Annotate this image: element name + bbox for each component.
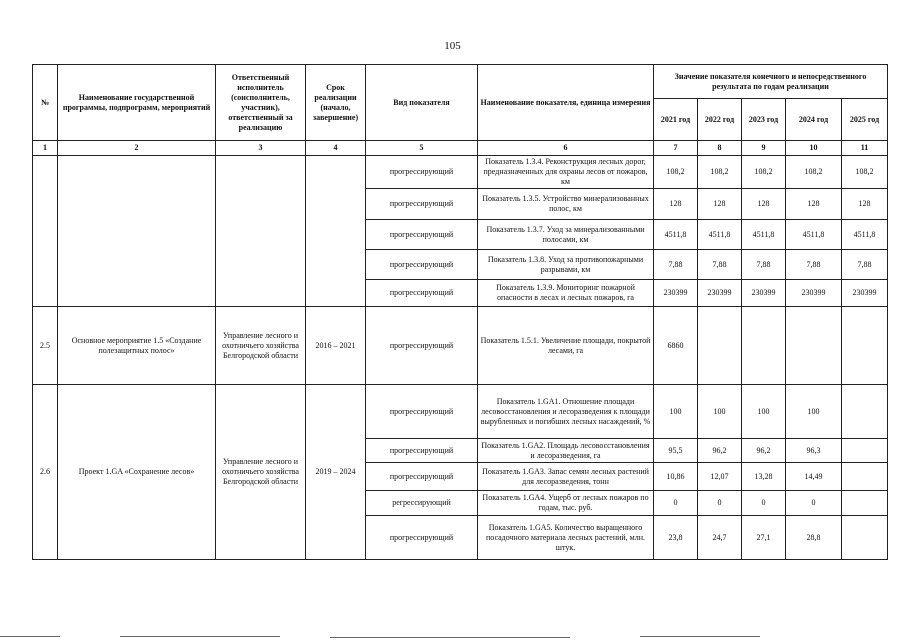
cell-value: 0: [654, 491, 698, 516]
column-number: 1: [33, 141, 58, 156]
cell-kind: прогрессирующий: [366, 156, 478, 189]
cell-kind: прогрессирующий: [366, 516, 478, 560]
column-number: 8: [698, 141, 742, 156]
cell-value: [742, 307, 786, 385]
cell-value: [842, 463, 888, 491]
cell-kind: прогрессирующий: [366, 189, 478, 220]
table-row: [33, 156, 888, 189]
scan-edge-mark: [640, 636, 760, 637]
cell-value: 230399: [654, 280, 698, 307]
column-number: 2: [58, 141, 216, 156]
cell-indicator: Показатель 1.3.5. Устройство минерализованных полос, км: [478, 189, 654, 220]
cell-value: [842, 516, 888, 560]
cell-value: 95,5: [654, 439, 698, 463]
column-number: 11: [842, 141, 888, 156]
cell-kind: прогрессирующий: [366, 250, 478, 280]
column-number: 4: [306, 141, 366, 156]
cell-value: 100: [786, 385, 842, 439]
cell-value: 24,7: [698, 516, 742, 560]
cell-value: 6860: [654, 307, 698, 385]
header-values: Значение показателя конечного и непосредственного результата по годам реализации: [654, 65, 888, 99]
cell-value: 108,2: [842, 156, 888, 189]
cell-value: 230399: [698, 280, 742, 307]
column-number: 5: [366, 141, 478, 156]
cell-term: 2019 – 2024: [306, 385, 366, 560]
cell-value: 230399: [786, 280, 842, 307]
table-row: [33, 307, 888, 385]
cell-value: 230399: [842, 280, 888, 307]
cell-responsible: Управление лесного и охотничьего хозяйства Белгородской области: [216, 307, 306, 385]
cell-value: 230399: [742, 280, 786, 307]
cell-value: [842, 491, 888, 516]
cell-value: 128: [698, 189, 742, 220]
cell-value: [842, 307, 888, 385]
cell-term: 2016 – 2021: [306, 307, 366, 385]
cell-value: [786, 307, 842, 385]
cell-kind: прогрессирующий: [366, 307, 478, 385]
cell-value: 7,88: [654, 250, 698, 280]
cell-value: 13,28: [742, 463, 786, 491]
cell-name: Проект 1.GA «Сохранение лесов»: [58, 385, 216, 560]
cell-no: 2.5: [33, 307, 58, 385]
cell-value: [698, 307, 742, 385]
cell-value: 4511,8: [786, 220, 842, 250]
cell-responsible: Управление лесного и охотничьего хозяйства Белгородской области: [216, 385, 306, 560]
cell-value: 128: [654, 189, 698, 220]
cell-value: 12,07: [698, 463, 742, 491]
table-row: [33, 385, 888, 439]
cell-value: 100: [698, 385, 742, 439]
cell-value: [842, 385, 888, 439]
column-number: 3: [216, 141, 306, 156]
cell-value: 128: [842, 189, 888, 220]
cell-value: 27,1: [742, 516, 786, 560]
scan-edge-mark: [330, 637, 570, 638]
cell-value: 108,2: [698, 156, 742, 189]
cell-value: 10,86: [654, 463, 698, 491]
cell-value: 7,88: [786, 250, 842, 280]
header-kind: Вид показателя: [366, 65, 478, 141]
cell-value: 23,8: [654, 516, 698, 560]
cell-kind: регрессирующий: [366, 491, 478, 516]
cell-kind: прогрессирующий: [366, 220, 478, 250]
page-number: 105: [444, 40, 461, 52]
cell-term-empty: [306, 156, 366, 307]
cell-value: 0: [698, 491, 742, 516]
cell-indicator: Показатель 1.GA3. Запас семян лесных растений для лесоразведения, тонн: [478, 463, 654, 491]
column-number: 6: [478, 141, 654, 156]
cell-value: 7,88: [742, 250, 786, 280]
cell-indicator: Показатель 1.GA4. Ущерб от лесных пожаров по годам, тыс. руб.: [478, 491, 654, 516]
cell-value: 100: [742, 385, 786, 439]
header-year-2024: 2024 год: [786, 99, 842, 141]
cell-value: 0: [742, 491, 786, 516]
cell-value: 96,2: [698, 439, 742, 463]
header-indicator: Наименование показателя, единица измерения: [478, 65, 654, 141]
cell-kind: прогрессирующий: [366, 439, 478, 463]
cell-name: Основное мероприятие 1.5 «Создание полезащитных полос»: [58, 307, 216, 385]
cell-value: 4511,8: [698, 220, 742, 250]
cell-value: [842, 439, 888, 463]
cell-value: 7,88: [698, 250, 742, 280]
cell-kind: прогрессирующий: [366, 463, 478, 491]
cell-value: 4511,8: [842, 220, 888, 250]
cell-value: 96,3: [786, 439, 842, 463]
cell-value: 100: [654, 385, 698, 439]
header-year-2021: 2021 год: [654, 99, 698, 141]
cell-indicator: Показатель 1.3.4. Реконструкция лесных дорог, предназначенных для охраны лесов от пожаров, км: [478, 156, 654, 189]
header-year-2022: 2022 год: [698, 99, 742, 141]
column-number: 9: [742, 141, 786, 156]
header-responsible: Ответственный исполнитель (соисполнитель, участник), ответственный за реализацию: [216, 65, 306, 141]
cell-value: 4511,8: [654, 220, 698, 250]
cell-value: 14,49: [786, 463, 842, 491]
cell-value: 7,88: [842, 250, 888, 280]
cell-indicator: Показатель 1.GA1. Отношение площади лесовосстановления и лесоразведения к площади вырубленных и погибших лесных насаждений, %: [478, 385, 654, 439]
indicators-table: [32, 64, 888, 560]
column-numbers-row: [33, 141, 888, 156]
cell-value: 128: [786, 189, 842, 220]
cell-value: 108,2: [654, 156, 698, 189]
cell-value: 108,2: [786, 156, 842, 189]
cell-indicator: Показатель 1.5.1. Увеличение площади, покрытой лесами, га: [478, 307, 654, 385]
header-year-2023: 2023 год: [742, 99, 786, 141]
cell-indicator: Показатель 1.3.9. Мониторинг пожарной опасности в лесах и лесных пожаров, га: [478, 280, 654, 307]
cell-no: 2.6: [33, 385, 58, 560]
scan-edge-mark: [120, 636, 280, 637]
cell-value: 108,2: [742, 156, 786, 189]
cell-indicator: Показатель 1.3.7. Уход за минерализованными полосами, км: [478, 220, 654, 250]
column-number: 7: [654, 141, 698, 156]
cell-no-empty: [33, 156, 58, 307]
cell-value: 28,8: [786, 516, 842, 560]
scan-edge-mark: [0, 636, 60, 637]
header-no: №: [33, 65, 58, 141]
cell-value: 128: [742, 189, 786, 220]
cell-value: 4511,8: [742, 220, 786, 250]
cell-value: 0: [786, 491, 842, 516]
cell-responsible-empty: [216, 156, 306, 307]
cell-kind: прогрессирующий: [366, 280, 478, 307]
cell-indicator: Показатель 1.GA5. Количество выращенного посадочного материала лесных растений, млн. штук.: [478, 516, 654, 560]
header-year-2025: 2025 год: [842, 99, 888, 141]
cell-kind: прогрессирующий: [366, 385, 478, 439]
header-term: Срок реализации (начало, завершение): [306, 65, 366, 141]
header-name: Наименование государственной программы, подпрограмм, мероприятий: [58, 65, 216, 141]
cell-indicator: Показатель 1.3.8. Уход за противопожарными разрывами, км: [478, 250, 654, 280]
column-number: 10: [786, 141, 842, 156]
cell-value: 96,2: [742, 439, 786, 463]
cell-name-empty: [58, 156, 216, 307]
cell-indicator: Показатель 1.GA2. Площадь лесовосстановления и лесоразведения, га: [478, 439, 654, 463]
